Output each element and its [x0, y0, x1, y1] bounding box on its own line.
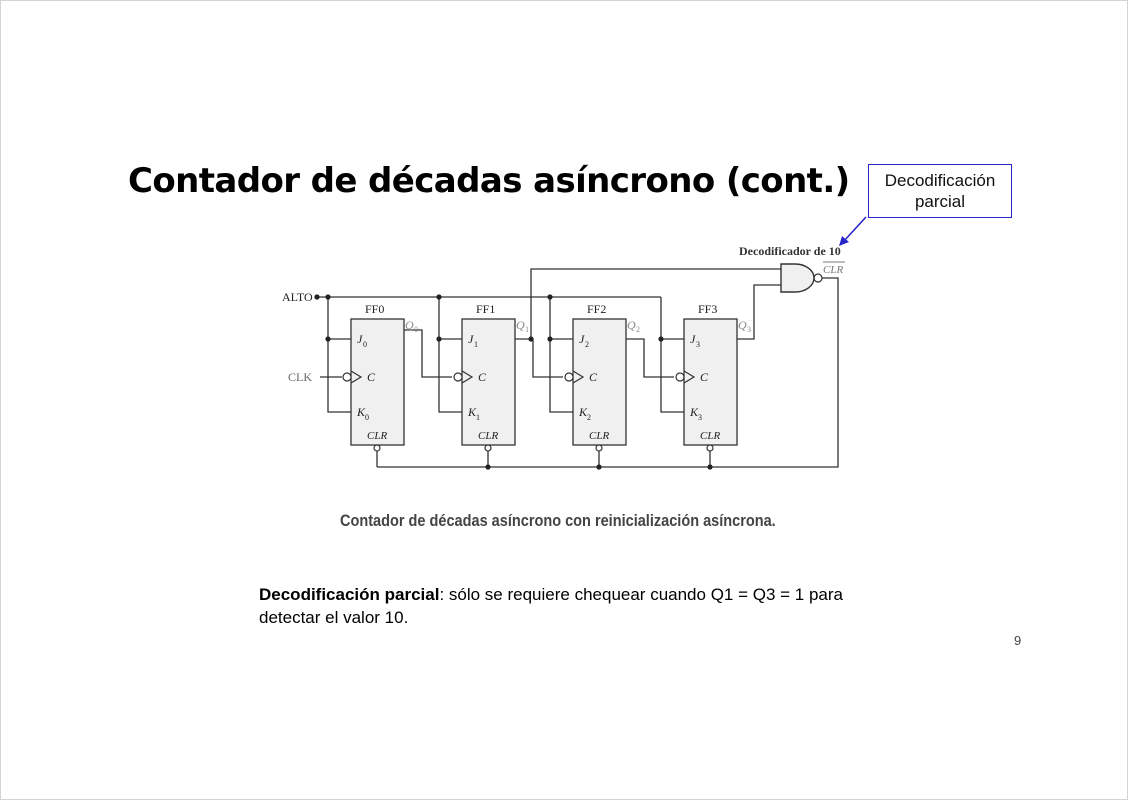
partial-decoding-note	[259, 583, 899, 629]
ff2-j: J	[579, 332, 585, 346]
ff0-j-sub: 0	[363, 340, 367, 349]
ff3-j-sub: 3	[696, 340, 700, 349]
ff3-clr: CLR	[700, 430, 721, 442]
decoder-label: Decodificador de 10	[739, 244, 841, 258]
ff3-name: FF3	[698, 302, 718, 316]
ff1-name: FF1	[476, 302, 496, 316]
ff2-q: Q	[627, 318, 636, 332]
ff2-c: C	[589, 370, 598, 384]
ff1-k: K	[468, 405, 477, 419]
ff0-name: FF0	[365, 302, 385, 316]
ff0-q-sub: 0	[414, 325, 418, 334]
ff2-clr: CLR	[589, 430, 610, 442]
ff1-c: C	[478, 370, 487, 384]
page-number: 9	[1014, 633, 1022, 648]
callout-line-2: parcial	[914, 192, 966, 211]
ff2-name: FF2	[587, 302, 607, 316]
ff1-q-sub: 1	[525, 325, 529, 334]
ff0-k-sub: 0	[365, 413, 369, 422]
ff3-k-sub: 3	[698, 413, 702, 422]
ff1-q: Q	[516, 318, 525, 332]
ff0-c: C	[367, 370, 376, 384]
ff2-j-sub: 2	[585, 340, 589, 349]
figure-caption: Contador de décadas asíncrono con reinicialización asíncrona.	[340, 512, 776, 530]
partial-decoding-callout	[868, 164, 1012, 218]
callout-line-1: Decodificación	[884, 171, 996, 190]
ff2-q-sub: 2	[636, 325, 640, 334]
clk-label: CLK	[288, 370, 312, 384]
note-bold-term: Decodificación parcial	[259, 585, 440, 604]
alto-label: ALTO	[282, 290, 313, 304]
ff0-clr: CLR	[367, 430, 388, 442]
ff3-q: Q	[738, 318, 747, 332]
gate-clr-label: CLR	[823, 264, 844, 276]
ff1-j-sub: 1	[474, 340, 478, 349]
ff1-j: J	[468, 332, 474, 346]
nand-gate	[781, 264, 814, 292]
note-text: : sólo se requiere chequear cuando Q1 = Q3 = 1 para detectar el valor 10.	[259, 585, 843, 627]
ff0-q: Q	[405, 318, 414, 332]
ff2-k: K	[579, 405, 588, 419]
ff0-j: J	[357, 332, 363, 346]
ff3-c: C	[700, 370, 709, 384]
ff3-j: J	[690, 332, 696, 346]
ff1-k-sub: 1	[476, 413, 480, 422]
decade-counter-circuit	[276, 237, 856, 477]
ff0-k: K	[357, 405, 366, 419]
slide-title: Contador de décadas asíncrono (cont.)	[128, 161, 850, 201]
ff1-clr: CLR	[478, 430, 499, 442]
ff2-k-sub: 2	[587, 413, 591, 422]
ff3-k: K	[690, 405, 699, 419]
ff3-q-sub: 3	[747, 325, 751, 334]
